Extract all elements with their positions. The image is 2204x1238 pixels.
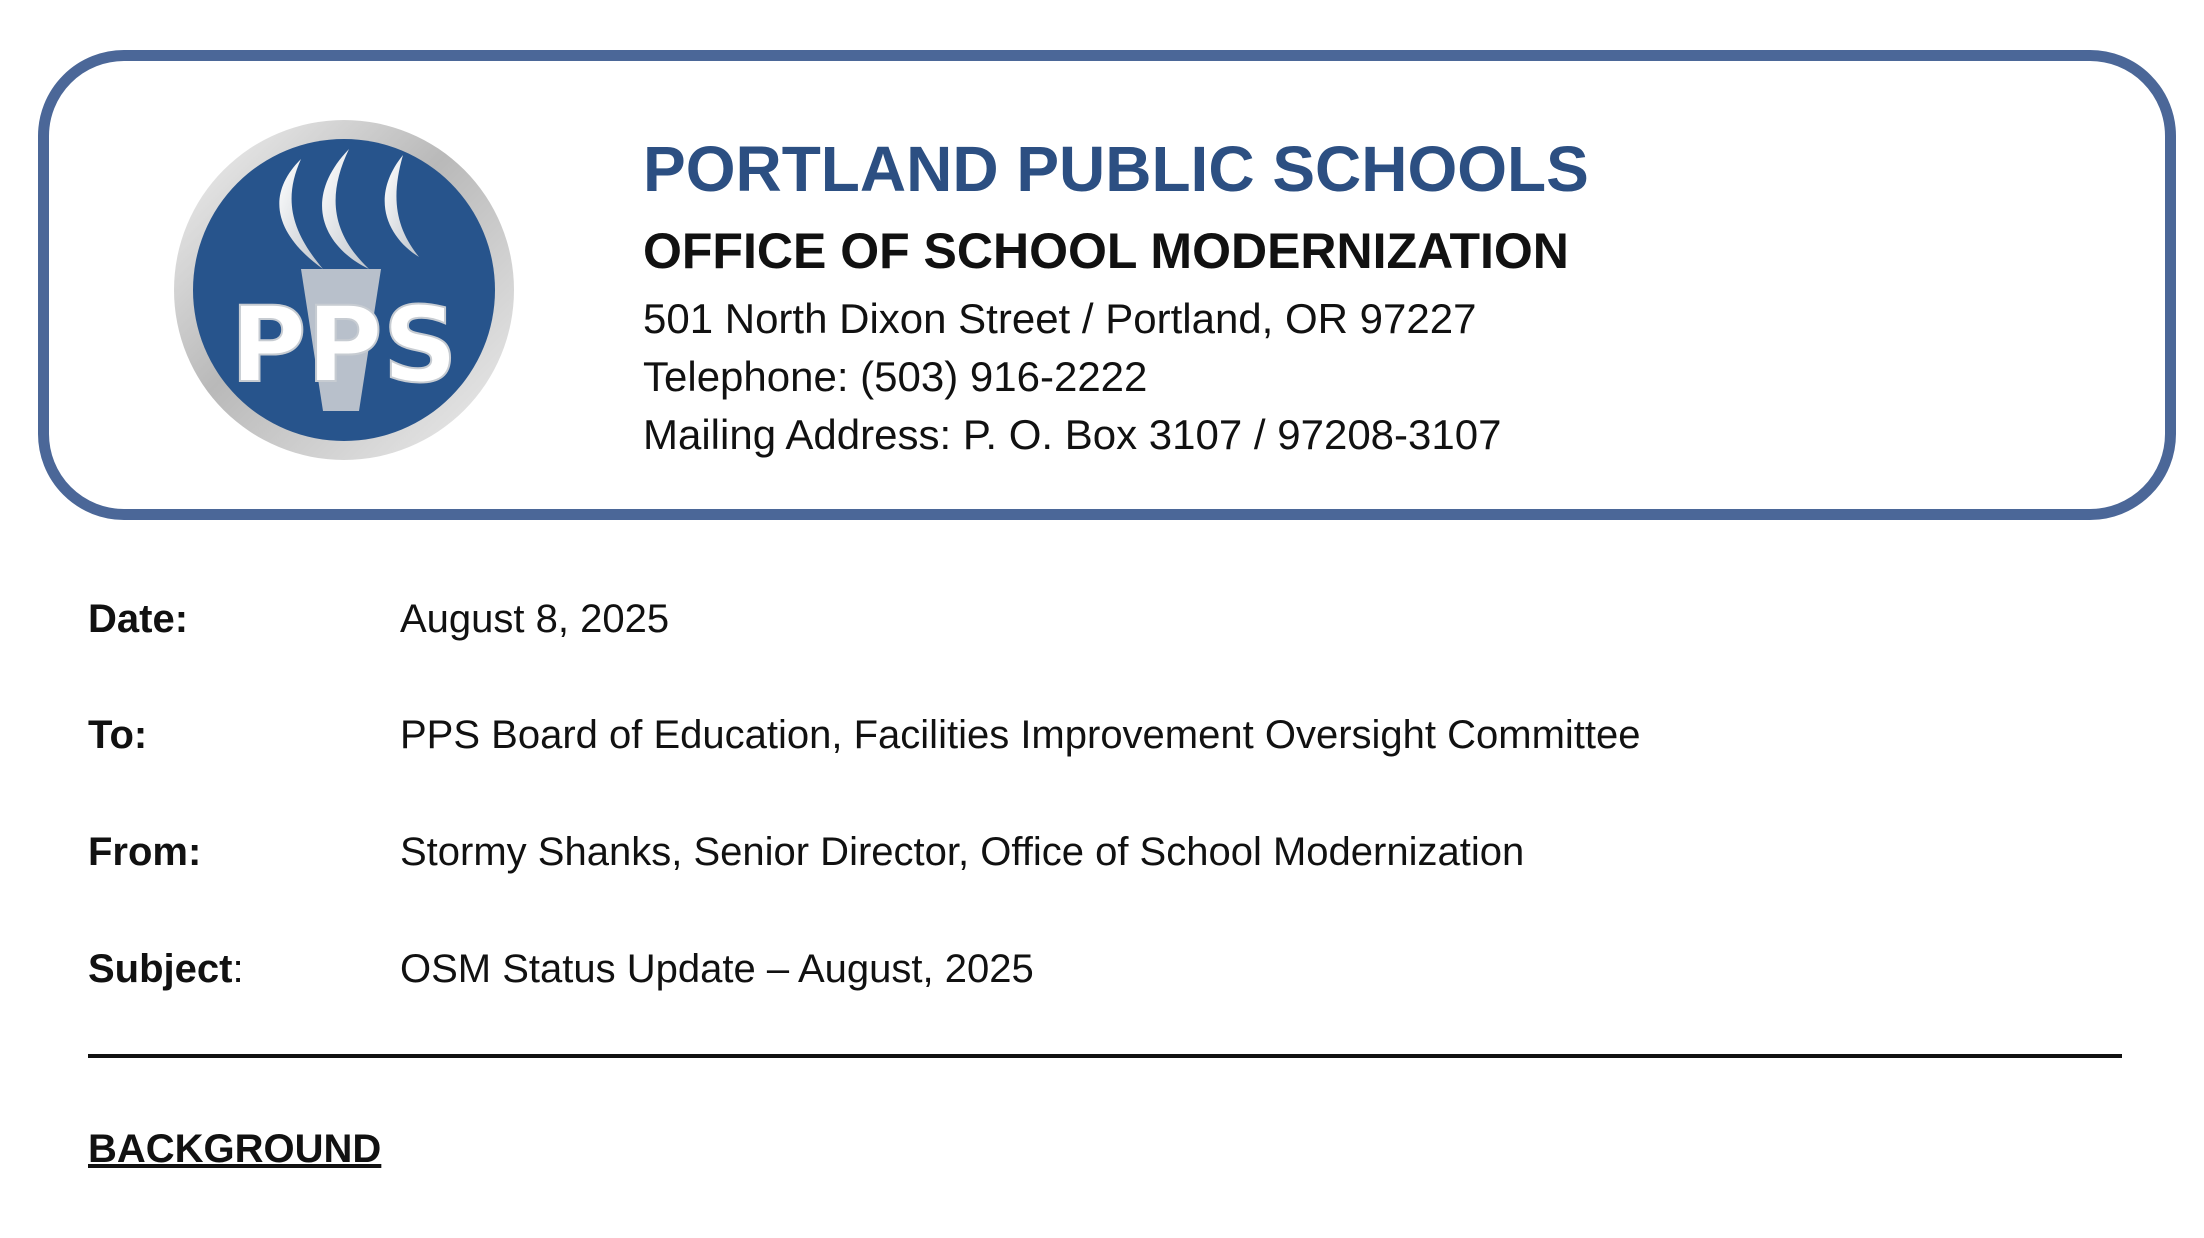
to-label: To: (88, 713, 148, 757)
pps-logo-icon (173, 119, 515, 461)
memo-divider (88, 1054, 2122, 1058)
letterhead-text (643, 126, 2043, 464)
pps-logo (173, 119, 515, 461)
date-value: August 8, 2025 (400, 597, 670, 641)
subject-label (88, 944, 244, 994)
organization-name: PORTLAND PUBLIC SCHOOLS (643, 133, 1589, 205)
background-heading: BACKGROUND (88, 1127, 382, 1171)
office-name: OFFICE OF SCHOOL MODERNIZATION (643, 223, 1569, 279)
telephone: Telephone: (503) 916-2222 (643, 353, 1148, 400)
pps-logo-lettering: PPS (230, 284, 458, 406)
from-value: Stormy Shanks, Senior Director, Office of School Modernization (400, 830, 1525, 874)
street-address: 501 North Dixon Street / Portland, OR 97227 (643, 295, 1477, 342)
date-label: Date: (88, 597, 189, 641)
from-label: From: (88, 830, 202, 874)
mailing-address: Mailing Address: P. O. Box 3107 / 97208-3107 (643, 411, 1502, 458)
subject-value: OSM Status Update – August, 2025 (400, 947, 1034, 991)
subject-label-colon: : (232, 947, 244, 991)
subject-label-text: Subject (88, 947, 233, 991)
to-value: PPS Board of Education, Facilities Improvement Oversight Committee (400, 713, 1641, 757)
